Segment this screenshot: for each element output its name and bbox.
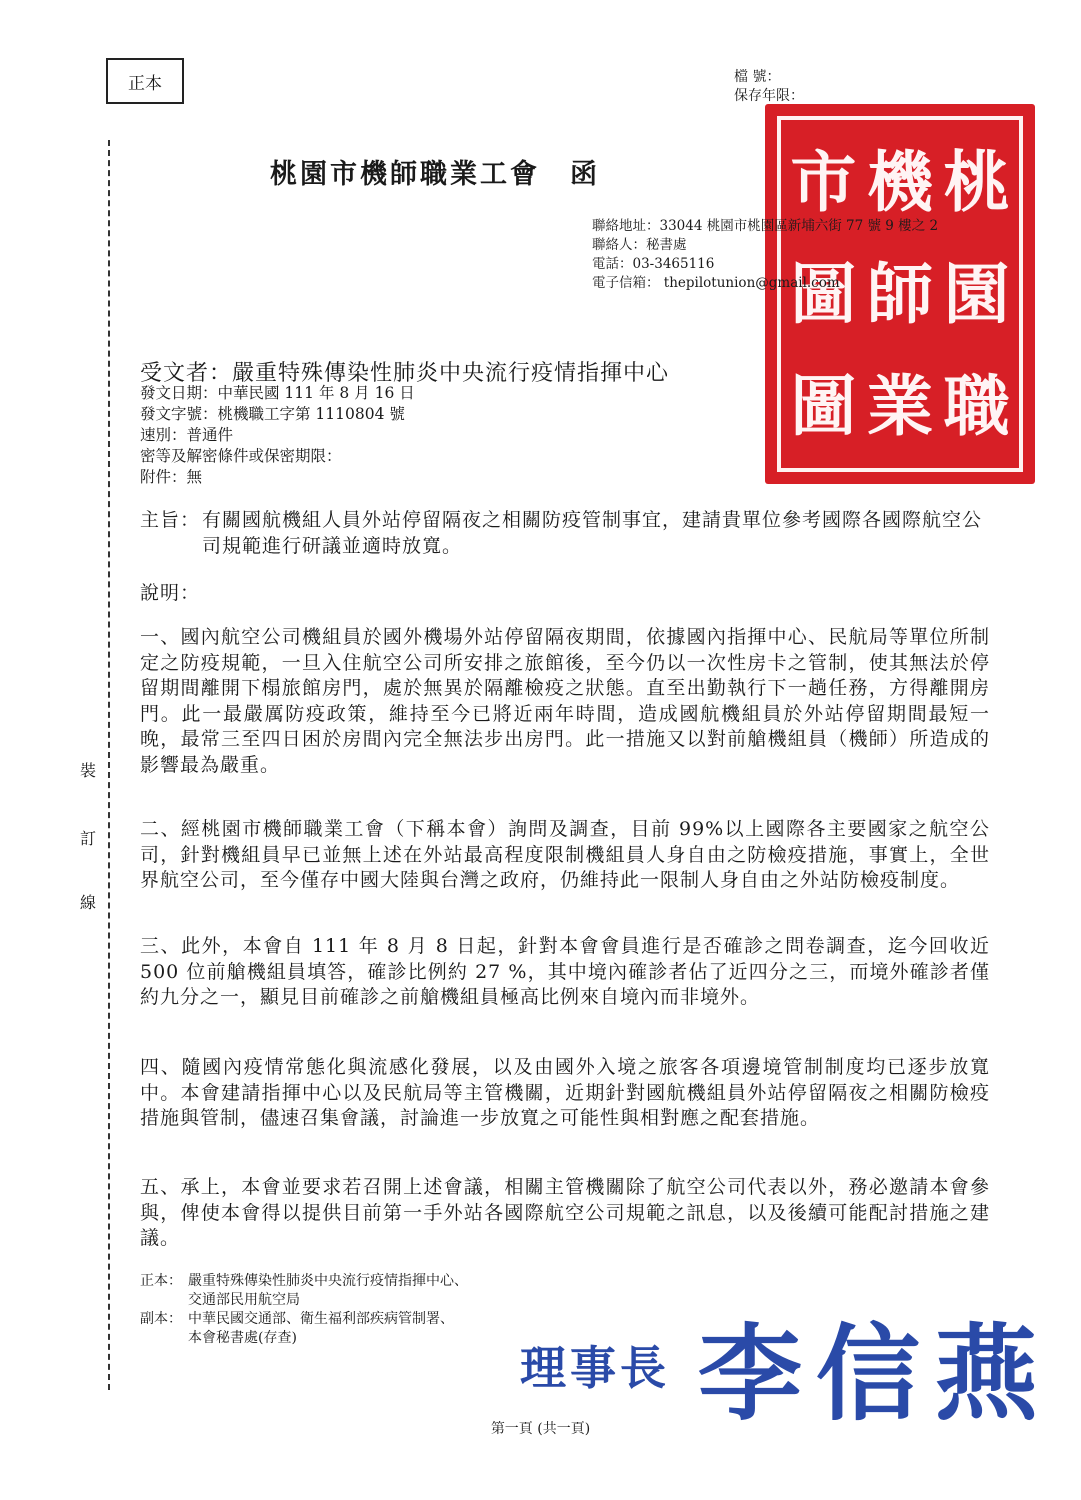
seal-char: 職 (943, 367, 1010, 445)
seal-char: 師 (866, 255, 933, 333)
document-meta (140, 383, 415, 488)
explanation-paragraph-2: 二、經桃園市機師職業工會（下稱本會）詢問及調查，目前 99%以上國際各主要國家之航空公司，針對機組員早已並無上述在外站最高程度限制機組員人身自由之防檢疫措施，事實上，全世界航空公司，至今僅存中國大陸與台灣之政府，仍維持此一限制人身自由之外站防檢疫制度。 (140, 818, 990, 891)
explanation-paragraph-3: 三、此外，本會自 111 年 8 月 8 日起，針對本會會員進行是否確診之問卷調查，迄今回收近 500 位前艙機組員填答，確診比例約 27 %，其中境內確診者佔了近四分之三，而境外確診者僅約九分之一，顯見目前確診之前艙機組員極高比例來自境內而非境外。 (140, 935, 990, 1008)
recipient-line: 受文者：嚴重特殊傳染性肺炎中央流行疫情指揮中心 (140, 361, 670, 386)
contact-email: 電子信箱： thepilotunion@gmail.com (592, 275, 840, 291)
reference-number: 發文字號：桃機職工字第 1110804 號 (140, 405, 405, 423)
chairman-name: 李信燕 (698, 1312, 1053, 1435)
distribution-list (140, 1272, 468, 1348)
organization-title: 桃園市機師職業工會 函 (270, 159, 600, 190)
official-seal-stamp (765, 104, 1035, 484)
binding-char-3: 線 (80, 893, 97, 912)
attachment-note: 附件：無 (140, 468, 203, 486)
seal-char: 業 (866, 367, 933, 445)
chairman-title: 理事長 (520, 1341, 670, 1395)
binding-char-1: 裝 (80, 761, 97, 780)
secrecy-level: 密等及解密條件或保密期限： (140, 447, 342, 465)
carbon-copy-label: 副本： (140, 1311, 182, 1327)
carbon-copy-recipient-2: 本會秘書處(存查) (188, 1330, 297, 1346)
seal-char: 圖 (790, 255, 857, 333)
contact-address: 聯絡地址：33044 桃園市桃園區新埔六街 77 號 9 樓之 2 (592, 218, 939, 234)
seal-char: 機 (866, 143, 933, 221)
seal-char: 園 (943, 255, 1010, 333)
contact-person: 聯絡人：秘書處 (592, 237, 687, 253)
binding-dashed-line (108, 140, 110, 1390)
subject-text: 有關國航機組人員外站停留隔夜之相關防疫管制事宜，建請貴單位參考國際各國際航空公司規範進行研議並適時放寬。 (202, 509, 983, 557)
explanation-paragraph-5: 五、承上，本會並要求若召開上述會議，相關主管機關除了航空公司代表以外，務必邀請本會參與，俾使本會得以提供目前第一手外站各國際航空公司規範之訊息，以及後續可能配討措施之建議。 (140, 1176, 990, 1249)
contact-phone: 電話：03-3465116 (592, 256, 715, 272)
main-copy-recipient-2: 交通部民用航空局 (188, 1292, 300, 1308)
explanation-paragraph-1: 一、國內航空公司機組員於國外機場外站停留隔夜期間，依據國內指揮中心、民航局等單位所制定之防疫規範，一旦入住航空公司所安排之旅館後，至今仍以一次性房卡之管制，使其無法於停留期間離開下榻旅館房門，處於無異於隔離檢疫之狀態。直至出勤執行下一趟任務，方得離開房門。此一最嚴厲防疫政策，維持至今已將近兩年時間，造成國航機組員於外站停留期間最短一晚，最常三至四日困於房間內完全無法步出房門。此一措施又以對前艙機組員（機師）所造成的影響最為嚴重。 (140, 626, 990, 776)
subject-block (140, 507, 1000, 559)
subject-label: 主旨： (140, 509, 201, 531)
copy-type-box: 正本 (106, 58, 184, 104)
delivery-speed: 速別：普通件 (140, 426, 234, 444)
contact-block (592, 217, 938, 293)
binding-char-2: 訂 (80, 829, 97, 848)
seal-char: 圖 (790, 367, 857, 445)
page-number: 第一頁 (共一頁) (490, 1421, 591, 1437)
issue-date: 發文日期：中華民國 111 年 8 月 16 日 (140, 384, 415, 402)
explanation-paragraph-4: 四、隨國內疫情常態化與流感化發展，以及由國外入境之旅客各項邊境管制制度均已逐步放寬中。本會建請指揮中心以及民航局等主管機關，近期針對國航機組員外站停留隔夜之相關防檢疫措施與管制，儘速召集會議，討論進一步放寬之可能性與相對應之配套措施。 (140, 1056, 990, 1129)
main-copy-recipient-1: 嚴重特殊傳染性肺炎中央流行疫情指揮中心、 (188, 1273, 468, 1289)
seal-char: 桃 (943, 143, 1010, 221)
main-copy-label: 正本： (140, 1273, 182, 1289)
retention-period-label: 保存年限： (734, 88, 804, 104)
seal-char: 市 (790, 143, 857, 221)
file-info (734, 68, 804, 106)
file-number-label: 檔 號： (734, 69, 781, 85)
explanation-heading: 說明： (140, 582, 201, 604)
carbon-copy-recipient-1: 中華民國交通部、衛生福利部疾病管制署、 (188, 1311, 454, 1327)
